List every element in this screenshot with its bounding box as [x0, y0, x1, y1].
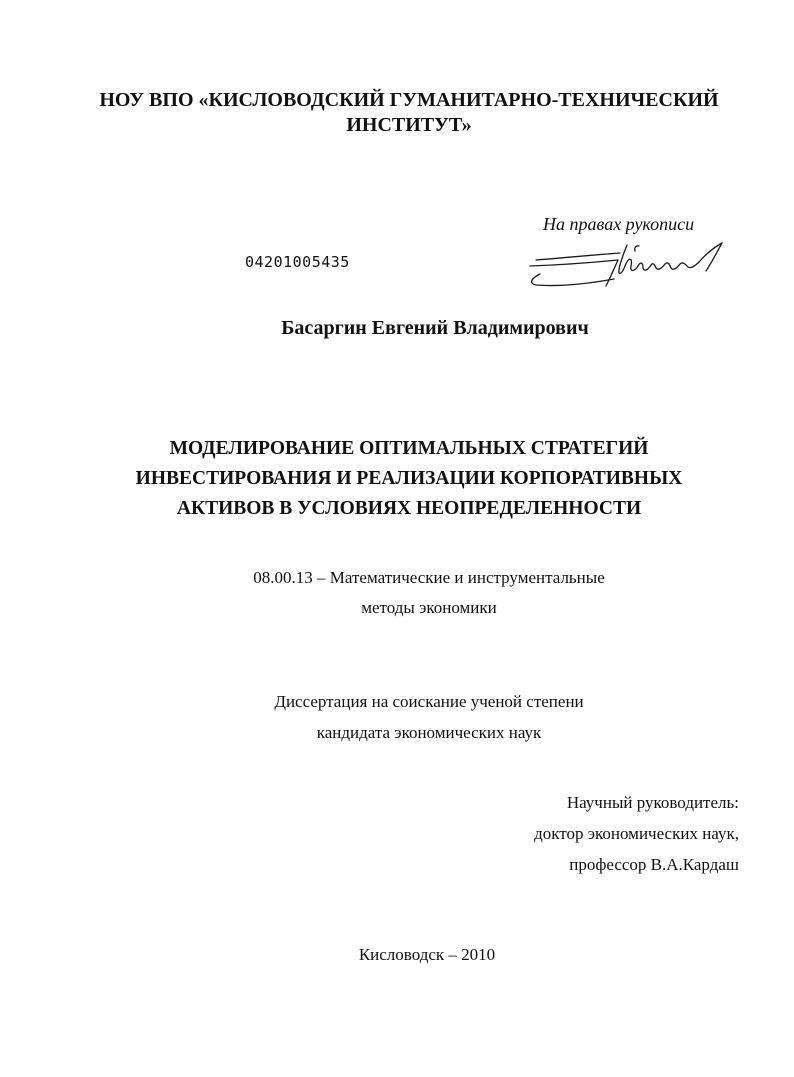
- supervisor-name: профессор В.А.Кардаш: [569, 855, 739, 874]
- supervisor-degree: доктор экономических наук,: [534, 824, 739, 843]
- institution-name-line-1: НОУ ВПО «КИСЛОВОДСКИЙ ГУМАНИТАРНО-ТЕХНИЧЕСКИЙ: [99, 89, 719, 111]
- institution-name-line-2: ИНСТИТУТ»: [346, 114, 472, 136]
- supervisor-label: Научный руководитель:: [566, 793, 739, 812]
- document-number: 04201005435: [245, 253, 350, 271]
- specialty-line-2: методы экономики: [361, 598, 497, 617]
- degree-line-1: Диссертация на соискание ученой степени: [274, 692, 584, 711]
- manuscript-note: На правах рукописи: [543, 214, 695, 234]
- specialty-line-1: 08.00.13 – Математические и инструментальные: [253, 568, 605, 587]
- city-year: Кисловодск – 2010: [358, 945, 496, 964]
- signature-icon: [522, 236, 737, 294]
- degree-line-2: кандидата экономических наук: [316, 723, 542, 742]
- dissertation-title-line-2: ИНВЕСТИРОВАНИЯ И РЕАЛИЗАЦИИ КОРПОРАТИВНЫХ: [135, 468, 683, 489]
- author-name: Басаргин Евгений Владимирович: [281, 317, 589, 339]
- dissertation-title-line-1: МОДЕЛИРОВАНИЕ ОПТИМАЛЬНЫХ СТРАТЕГИЙ: [169, 438, 649, 459]
- dissertation-title-line-3: АКТИВОВ В УСЛОВИЯХ НЕОПРЕДЕЛЕННОСТИ: [176, 498, 642, 519]
